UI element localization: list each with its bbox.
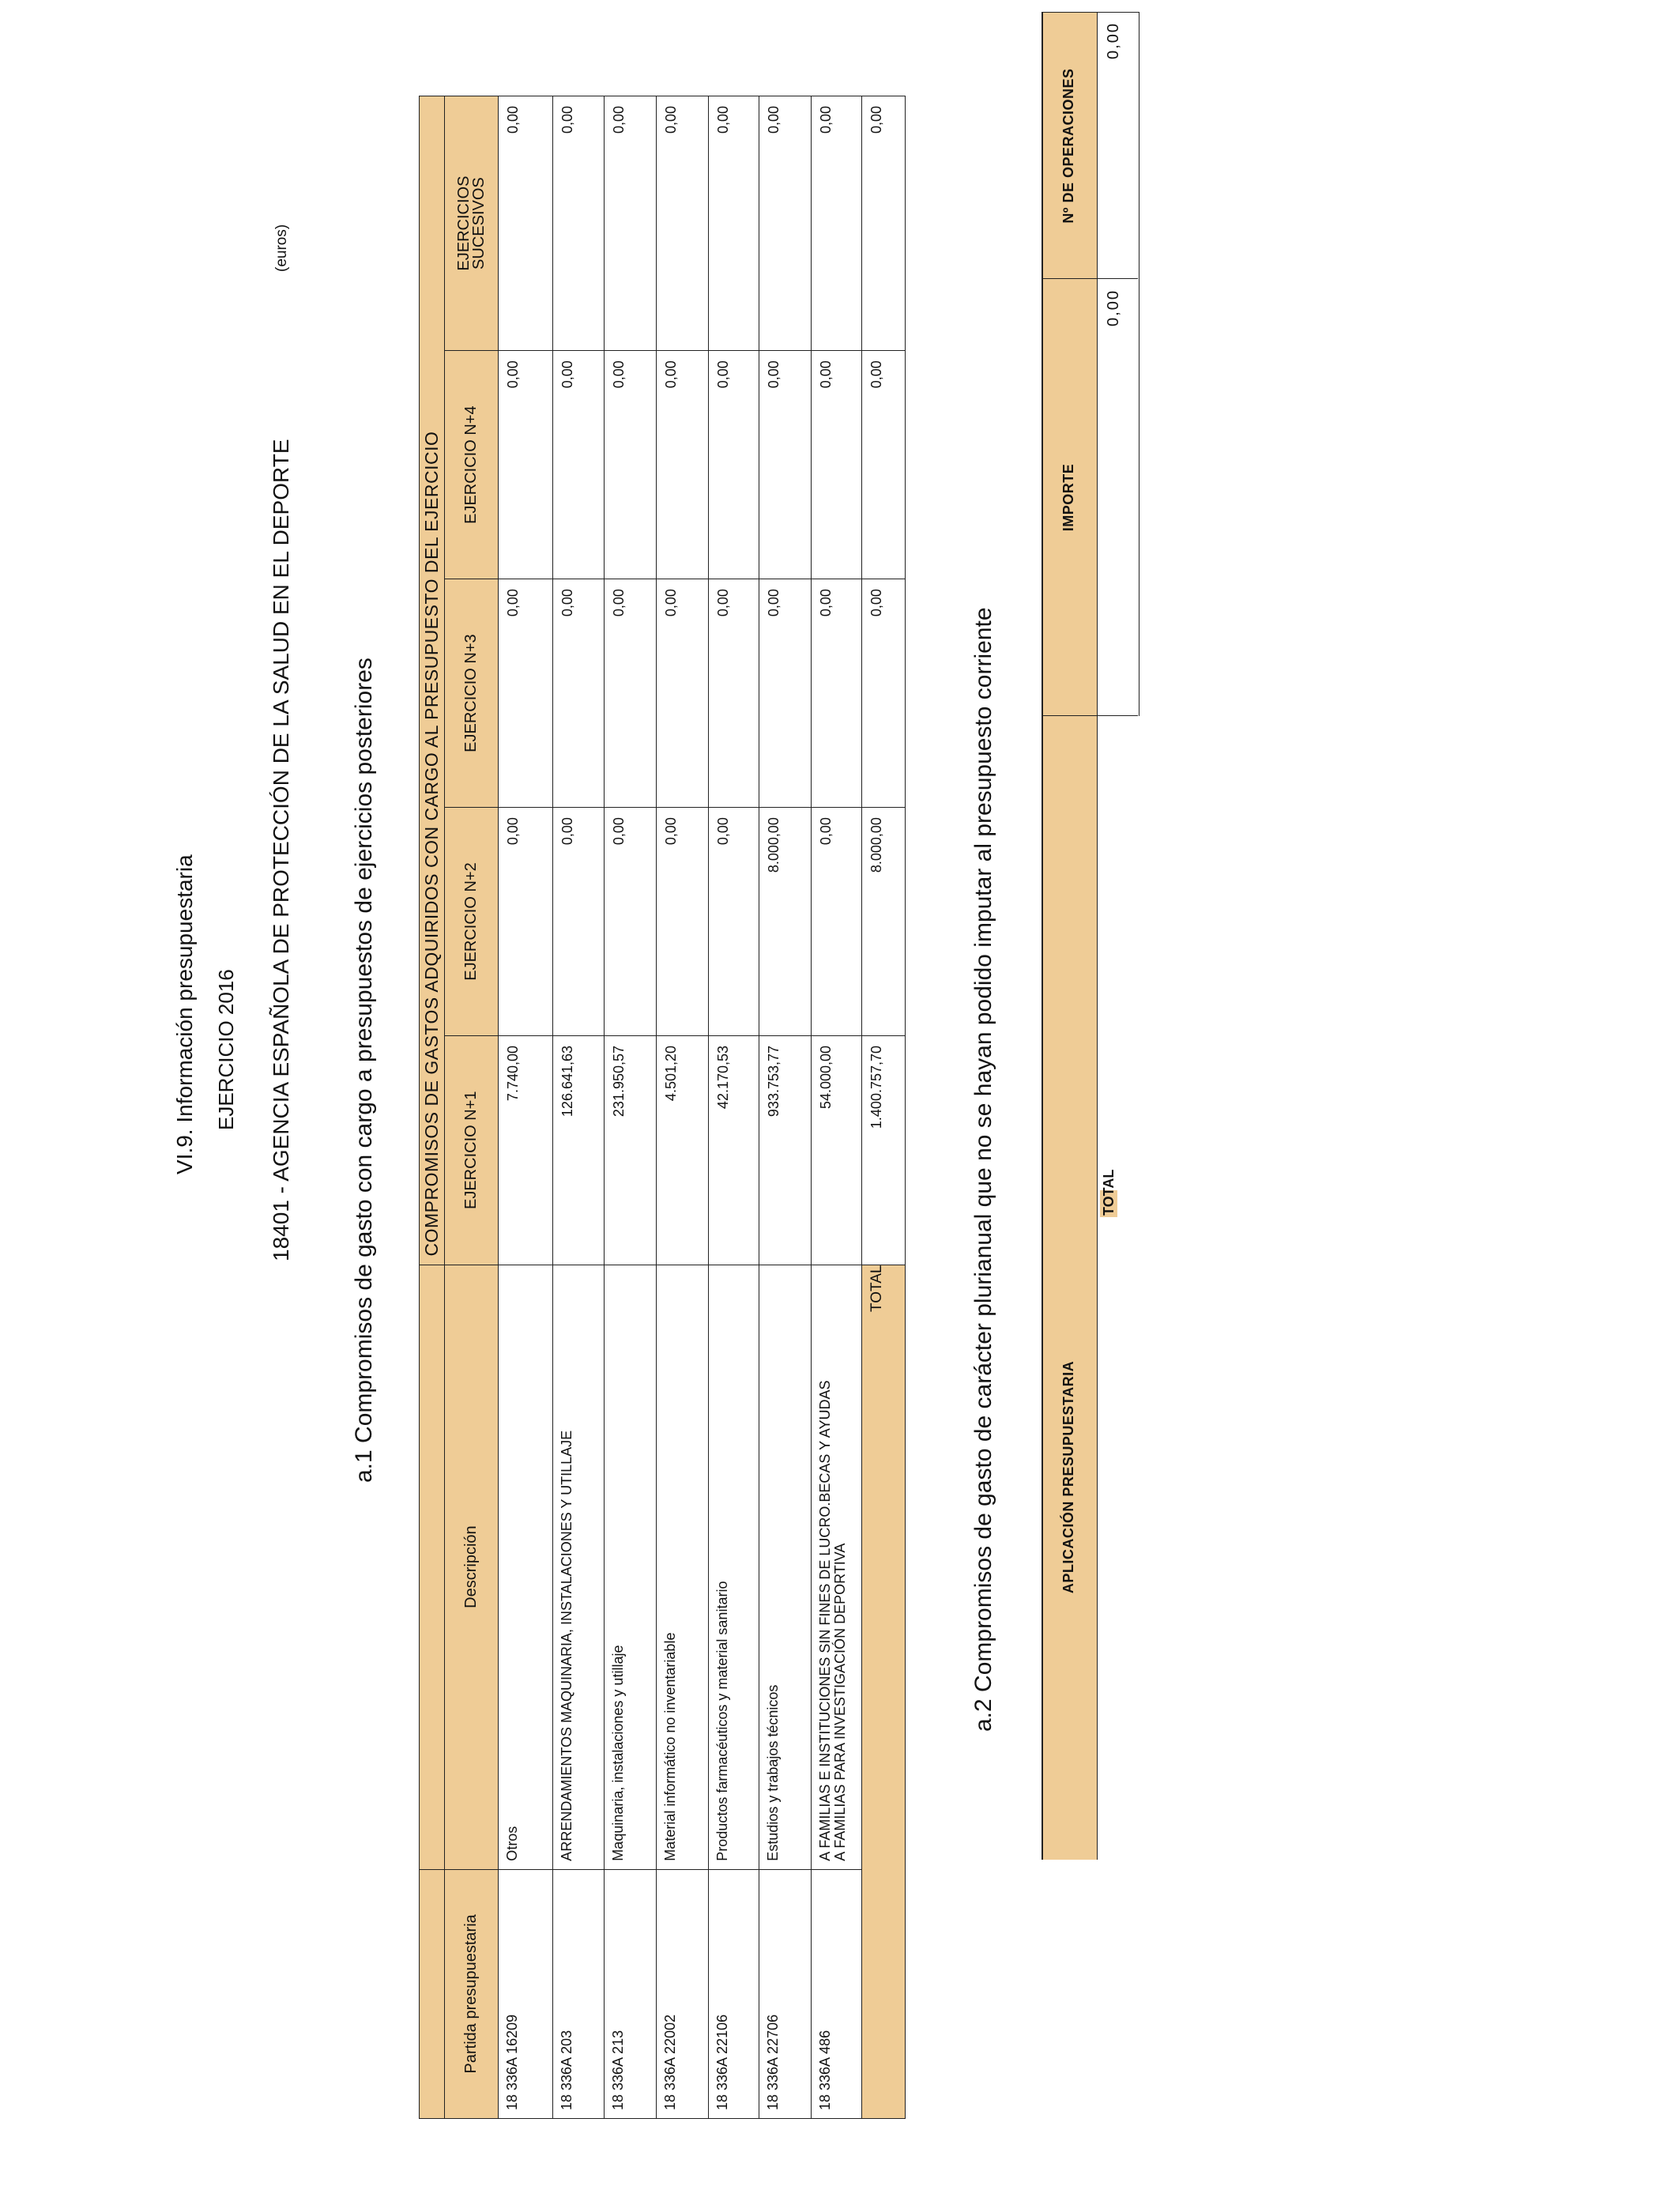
cell-n3: 0,00 (709, 579, 759, 808)
cell-n4: 0,00 (553, 351, 605, 579)
cell-n3: 0,00 (499, 579, 553, 808)
cell-n1: 42.170,53 (709, 1035, 759, 1265)
page-title: VI.9. Información presupuestaria (172, 854, 197, 1174)
cell-partida: 18 336A 22706 (759, 1869, 812, 2118)
total-label-a2: TOTAL (1101, 1169, 1117, 1216)
sep-1 (1042, 715, 1138, 716)
cell-n1: 126.641,63 (553, 1035, 605, 1265)
header-blank-2 (420, 1265, 445, 1869)
cell-n2: 0,00 (709, 808, 759, 1036)
cell-partida: 18 336A 22106 (709, 1869, 759, 2118)
cell-partida: 18 336A 22002 (657, 1869, 709, 2118)
cell-n2: 0,00 (553, 808, 605, 1036)
cell-n3: 0,00 (657, 579, 709, 808)
cell-sucesivos: 0,00 (759, 96, 812, 351)
col-aplicacion: APLICACIÓN PRESUPUESTARIA (1060, 1360, 1076, 1594)
cell-n2: 0,00 (499, 808, 553, 1036)
cell-n2: 0,00 (605, 808, 657, 1036)
total-n2: 8.000,00 (862, 808, 906, 1036)
currency-unit: (euros) (273, 224, 290, 272)
cell-partida: 18 336A 16209 (499, 1869, 553, 2118)
commitments-table (419, 96, 906, 2119)
col-n2: EJERCICIO N+2 (445, 808, 499, 1036)
cell-n1: 7.740,00 (499, 1035, 553, 1265)
header-blank-1 (420, 1869, 445, 2118)
total-operaciones: 0,00 (1105, 22, 1122, 59)
cell-n1: 4.501,20 (657, 1035, 709, 1265)
cell-descripcion: ARRENDAMIENTOS MAQUINARIA, INSTALACIONES Y UTILLAJE (553, 1265, 605, 1869)
cell-n1: 933.753,77 (759, 1035, 812, 1265)
cell-n4: 0,00 (759, 351, 812, 579)
cell-descripcion: Otros (499, 1265, 553, 1869)
col-n3: EJERCICIO N+3 (445, 579, 499, 808)
group-header: COMPROMISOS DE GASTOS ADQUIRIDOS CON CARGO AL PRESUPUESTO DEL EJERCICIO (420, 96, 445, 1265)
total-n3: 0,00 (862, 579, 906, 808)
cell-n4: 0,00 (709, 351, 759, 579)
cell-sucesivos: 0,00 (657, 96, 709, 351)
cell-partida: 18 336A 486 (812, 1869, 862, 2118)
cell-sucesivos: 0,00 (605, 96, 657, 351)
total-n4: 0,00 (862, 351, 906, 579)
total-n1: 1.400.757,70 (862, 1035, 906, 1265)
col-operaciones-label: Nº DE OPERACIONES (1060, 68, 1076, 224)
table-row (553, 96, 605, 2119)
cell-n1: 231.950,57 (605, 1035, 657, 1265)
col-n4: EJERCICIO N+4 (445, 351, 499, 579)
table-row (605, 96, 657, 2119)
cell-sucesivos: 0,00 (812, 96, 862, 351)
cell-descripcion: Maquinaria, instalaciones y utillaje (605, 1265, 657, 1869)
table-row (499, 96, 553, 2119)
cell-sucesivos: 0,00 (553, 96, 605, 351)
total-label: TOTAL (862, 1265, 906, 2118)
cell-n4: 0,00 (605, 351, 657, 579)
cell-partida: 18 336A 203 (553, 1869, 605, 2118)
fiscal-year: EJERCICIO 2016 (214, 969, 238, 1130)
total-importe: 0,00 (1105, 289, 1122, 326)
col-n1: EJERCICIO N+1 (445, 1035, 499, 1265)
table-row (812, 96, 862, 2119)
table-row (657, 96, 709, 2119)
col-importe (1042, 658, 1095, 1095)
cell-descripcion: Material informático no inventariable (657, 1265, 709, 1869)
col-importe-label: IMPORTE (1060, 463, 1076, 532)
cell-n2: 0,00 (812, 808, 862, 1036)
cell-descripcion: Productos farmacéuticos y material sanitario (709, 1265, 759, 1869)
organization-name: 18401 - AGENCIA ESPAÑOLA DE PROTECCIÓN DE LA SALUD EN EL DEPORTE (269, 439, 293, 1261)
section-a1-title: a.1 Compromisos de gasto con cargo a presupuestos de ejercicios posteriores (351, 658, 377, 1483)
cell-descripcion-line1: A FAMILIAS E INSTITUCIONES SIN FINES DE LUCRO.BECAS Y AYUDAS (817, 1380, 833, 1861)
cell-sucesivos: 0,00 (709, 96, 759, 351)
total-row (862, 96, 906, 2119)
section-a2-title: a.2 Compromisos de gasto de carácter plurianual que no se hayan podido imputar al presupuesto corriente (970, 607, 996, 1732)
cell-n3: 0,00 (759, 579, 812, 808)
cell-n4: 0,00 (812, 351, 862, 579)
cell-partida: 18 336A 213 (605, 1869, 657, 2118)
cell-descripcion (812, 1265, 862, 1869)
cell-n3: 0,00 (553, 579, 605, 808)
cell-descripcion-line2: A FAMILIAS PARA INVESTIGACIÓN DEPORTIVA (832, 1543, 848, 1861)
cell-descripcion: Estudios y trabajos técnicos (759, 1265, 812, 1869)
cell-n2: 8.000,00 (759, 808, 812, 1036)
cell-n1: 54.000,00 (812, 1035, 862, 1265)
sep-2 (1042, 278, 1138, 279)
table-row (709, 96, 759, 2119)
cell-n4: 0,00 (499, 351, 553, 579)
cell-n3: 0,00 (812, 579, 862, 808)
col-descripcion: Descripción (445, 1265, 499, 1869)
cell-sucesivos: 0,00 (499, 96, 553, 351)
table-row (759, 96, 812, 2119)
cell-n4: 0,00 (657, 351, 709, 579)
total-sucesivos: 0,00 (862, 96, 906, 351)
col-partida: Partida presupuestaria (445, 1869, 499, 2118)
cell-n2: 0,00 (657, 808, 709, 1036)
col-sucesivos-label: EJERCICIOS SUCESIVOS (454, 175, 488, 271)
col-sucesivos (445, 96, 499, 351)
cell-n3: 0,00 (605, 579, 657, 808)
plurianual-table (1042, 13, 1138, 1860)
